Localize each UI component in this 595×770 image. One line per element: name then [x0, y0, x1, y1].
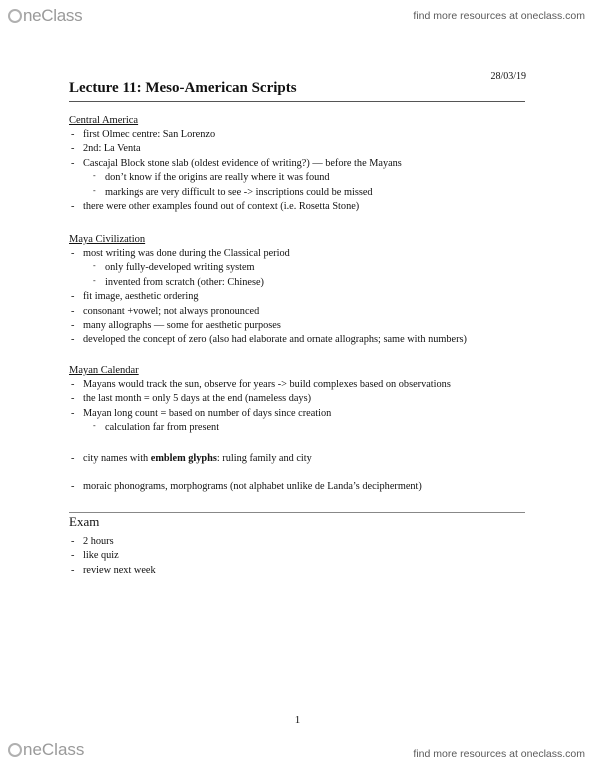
list-item: - fit image, aesthetic ordering [69, 290, 467, 304]
list-item [69, 452, 312, 466]
section-mayan-calendar [69, 364, 451, 436]
exam-divider [69, 512, 525, 513]
section-emblem-glyphs [69, 452, 312, 466]
find-resources-link[interactable]: find more resources at oneclass.com [413, 10, 585, 22]
section-exam [69, 535, 156, 578]
section-title: Mayan Calendar [69, 365, 139, 376]
title-divider [69, 101, 525, 102]
section-central-america [69, 114, 402, 214]
list-item: - 2 hours [69, 535, 156, 549]
list-item: - invented from scratch (other: Chinese) [69, 276, 467, 290]
list-item: - like quiz [69, 549, 156, 563]
exam-title: Exam [69, 514, 100, 529]
list-item: - don’t know if the origins are really where it was found [69, 171, 402, 185]
list-item: - Cascajal Block stone slab (oldest evidence of writing?) — before the Mayans [69, 157, 402, 171]
oneclass-logo[interactable] [8, 6, 82, 26]
section-title: Maya Civilization [69, 234, 146, 245]
list-item: - calculation far from present [69, 421, 451, 435]
lecture-title: Lecture 11: Meso-American Scripts [69, 80, 297, 96]
emblem-pre: city names with [83, 453, 151, 464]
list-item: - Mayan long count = based on number of days since creation [69, 407, 451, 421]
emblem-post: : ruling family and city [216, 453, 312, 464]
list-item: - moraic phonograms, morphograms (not alphabet unlike de Landa’s decipherment) [69, 480, 422, 494]
list-item: - developed the concept of zero (also had elaborate and ornate allographs; same with numbers) [69, 333, 467, 347]
emblem-bold: emblem glyphs [150, 453, 217, 464]
lecture-date: 28/03/19 [490, 71, 526, 82]
list-item: - 2nd: La Venta [69, 142, 402, 156]
list-item: - most writing was done during the Classical period [69, 247, 467, 261]
list-item: - Mayans would track the sun, observe for years -> build complexes based on observations [69, 378, 451, 392]
section-maya-civilization [69, 233, 467, 348]
footer-find-resources-link[interactable]: find more resources at oneclass.com [413, 748, 585, 760]
section-title: Central America [69, 115, 139, 126]
list-item: - consonant +vowel; not always pronounced [69, 305, 467, 319]
logo-text: neClass [23, 740, 85, 759]
section-moraic [69, 480, 422, 494]
page-number: 1 [294, 714, 301, 726]
logo-text: neClass [23, 6, 83, 25]
header-bar [0, 0, 595, 30]
footer-oneclass-logo[interactable] [8, 740, 84, 760]
list-item: - there were other examples found out of context (i.e. Rosetta Stone) [69, 200, 402, 214]
list-item: - many allographs — some for aesthetic purposes [69, 319, 467, 333]
list-item: - the last month = only 5 days at the end (nameless days) [69, 392, 451, 406]
logo-o-icon [8, 743, 22, 757]
list-item: - markings are very difficult to see -> inscriptions could be missed [69, 186, 402, 200]
list-item: - first Olmec centre: San Lorenzo [69, 128, 402, 142]
list-item: - only fully-developed writing system [69, 261, 467, 275]
list-item: - review next week [69, 564, 156, 578]
logo-o-icon [8, 9, 22, 23]
